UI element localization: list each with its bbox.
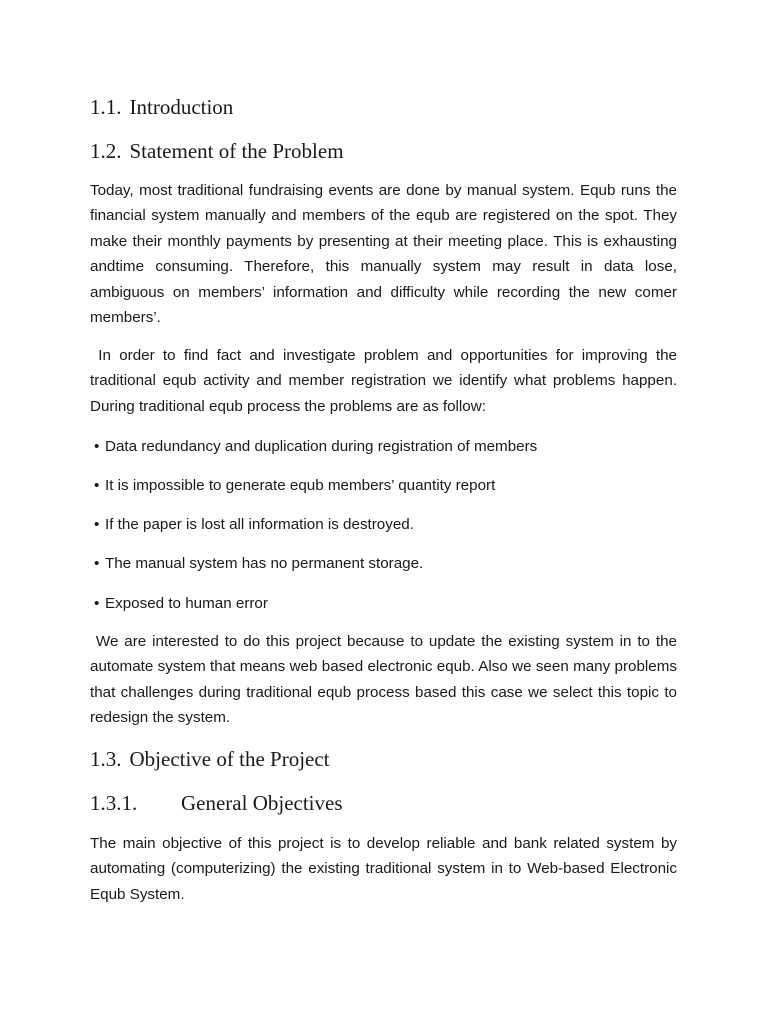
list-item-text: It is impossible to generate equb members’ quantity report	[105, 477, 496, 494]
heading-objective-of-project	[90, 746, 330, 772]
heading-title: Introduction	[129, 95, 234, 119]
heading-number: 1.3.1.	[90, 791, 138, 815]
list-item-text: The manual system has no permanent storage.	[105, 555, 424, 572]
heading-number: 1.3.	[90, 747, 122, 771]
bullet-icon: •	[94, 516, 100, 533]
bullet-icon: •	[94, 438, 100, 455]
heading-title: General Objectives	[181, 791, 343, 815]
list-item	[94, 594, 268, 614]
list-item	[94, 515, 414, 535]
heading-title: Objective of the Project	[129, 747, 330, 771]
list-item	[94, 554, 423, 574]
problem-paragraph: Today, most traditional fundraising events are done by manual system. Equb runs the financial system manually and members of the equb are registered on the spot. They make their monthly payments by presenting at their meeting place. This is exhausting andtime consuming. Therefore, this manually system may result in data lose, ambiguous on members’ information and difficulty while recording the new comer members’.	[90, 182, 677, 327]
list-item	[94, 437, 537, 457]
list-item	[94, 476, 495, 496]
heading-statement-of-problem	[90, 138, 344, 164]
heading-introduction	[90, 94, 233, 120]
heading-title: Statement of the Problem	[129, 139, 344, 163]
heading-number: 1.1.	[90, 95, 122, 119]
investigation-paragraph: In order to find fact and investigate problem and opportunities for improving the traditional equb activity and member registration we identify what problems happen. During traditional equb process the problems are as follow:	[90, 347, 682, 415]
heading-number: 1.2.	[90, 139, 122, 163]
bullet-icon: •	[94, 555, 100, 572]
general-objective-paragraph: The main objective of this project is to develop reliable and bank related system by automating (computerizing) the existing traditional system in to Web-based Electronic Equb System.	[90, 835, 677, 903]
list-item-text: If the paper is lost all information is destroyed.	[105, 516, 414, 533]
list-item-text: Exposed to human error	[105, 595, 268, 612]
bullet-icon: •	[94, 595, 100, 612]
list-item-text: Data redundancy and duplication during registration of members	[105, 438, 538, 455]
motivation-paragraph: We are interested to do this project because to update the existing system in to the automate system that means web based electronic equb. Also we seen many problems that challenges during traditional equb process based this case we select this topic to redesign the system.	[90, 633, 682, 727]
heading-general-objectives	[90, 790, 343, 816]
bullet-icon: •	[94, 477, 100, 494]
